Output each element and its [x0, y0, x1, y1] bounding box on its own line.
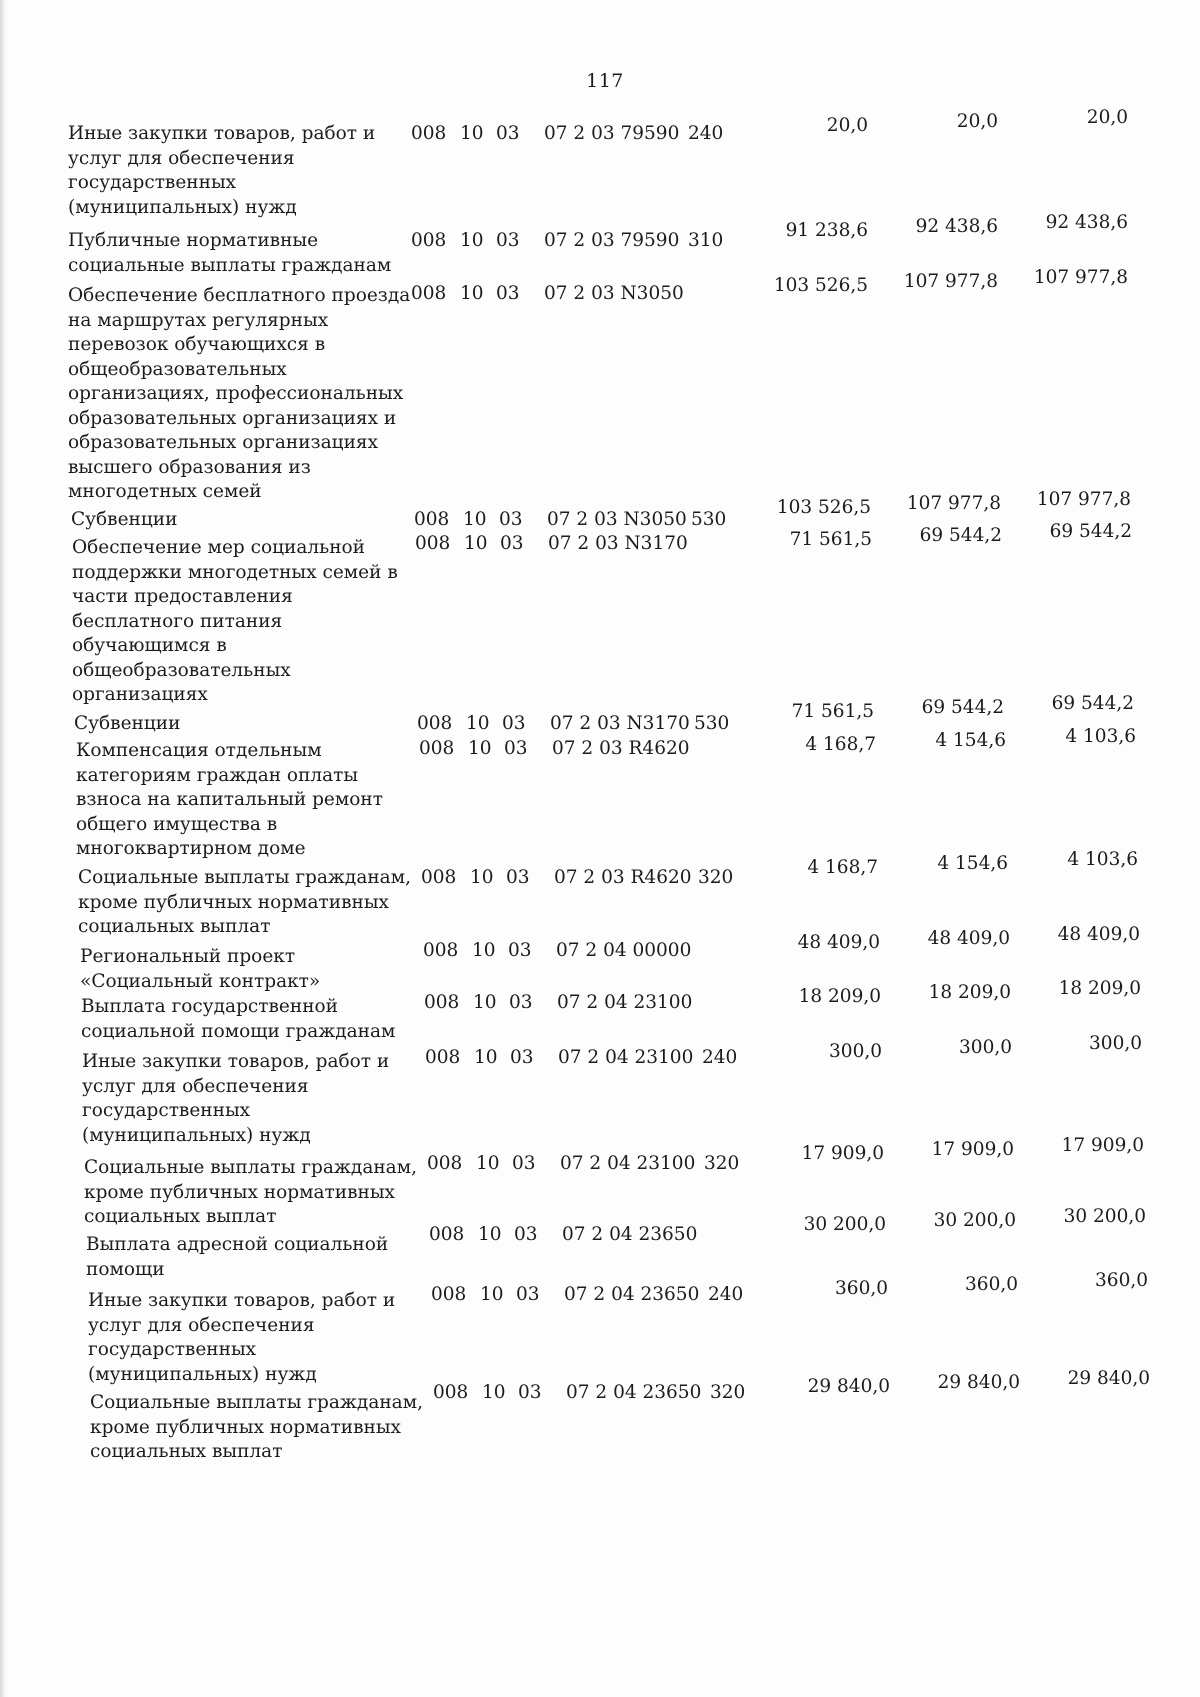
amount-year2-cell: 30 200,0: [933, 1210, 1016, 1231]
subsection-code-cell: 03: [496, 230, 520, 251]
expense-type-cell: 320: [704, 1153, 740, 1174]
expense-type-cell: 320: [710, 1382, 746, 1403]
row-description-line: Региональный проект: [80, 946, 296, 967]
expense-type-cell: 530: [694, 713, 730, 734]
row-description-line: социальной помощи гражданам: [81, 1020, 396, 1042]
amount-year1-cell: 91 238,6: [785, 220, 868, 241]
amount-year2-cell: 48 409,0: [927, 928, 1010, 949]
target-article-cell: 07 2 03 R4620: [554, 867, 692, 888]
section-code-cell: 10: [463, 509, 487, 530]
admin-code-cell: 008: [415, 533, 451, 554]
amount-year3-cell: 360,0: [1095, 1270, 1148, 1291]
section-code-cell: 10: [470, 867, 494, 888]
row-description-line: Компенсация отдельным: [76, 740, 322, 761]
subsection-code-cell: 03: [504, 738, 528, 759]
amount-year3-cell: 107 977,8: [1036, 489, 1131, 510]
expense-type-cell: 240: [688, 123, 724, 144]
admin-code-cell: 008: [433, 1382, 469, 1403]
amount-year2-cell: 107 977,8: [903, 271, 998, 292]
admin-code-cell: 008: [423, 940, 459, 961]
row-description-line: Социальные выплаты гражданам,: [90, 1392, 423, 1413]
amount-year1-cell: 103 526,5: [773, 275, 868, 296]
row-description-line: Обеспечение мер социальной: [72, 537, 366, 558]
row-description: [74, 712, 419, 737]
row-description-line: обучающимся в: [72, 635, 227, 656]
row-description-line: «Социальный контракт»: [80, 970, 321, 992]
row-description-line: высшего образования из: [68, 456, 311, 478]
expense-type-cell: 240: [702, 1047, 738, 1068]
admin-code-cell: 008: [411, 230, 447, 251]
row-description-line: Социальные выплаты гражданам,: [84, 1157, 417, 1178]
row-description-line: Субвенции: [74, 713, 181, 734]
admin-code-cell: 008: [427, 1153, 463, 1174]
target-article-cell: 07 2 03 N3170: [550, 713, 690, 734]
target-article-cell: 07 2 04 00000: [556, 940, 692, 961]
target-article-cell: 07 2 03 N3170: [548, 533, 688, 554]
row-description-line: кроме публичных нормативных: [78, 891, 389, 913]
admin-code-cell: 008: [414, 509, 450, 530]
page-number: 117: [586, 70, 624, 92]
row-description: [72, 536, 417, 708]
amount-year1-cell: 4 168,7: [805, 734, 876, 755]
target-article-cell: 07 2 04 23100: [557, 992, 693, 1013]
expense-type-cell: 530: [691, 509, 727, 530]
amount-year2-cell: 300,0: [959, 1037, 1012, 1058]
amount-year3-cell: 69 544,2: [1049, 521, 1132, 542]
section-code-cell: 10: [460, 123, 484, 144]
target-article-cell: 07 2 04 23650: [566, 1382, 702, 1403]
amount-year1-cell: 18 209,0: [798, 986, 881, 1007]
row-description-line: Публичные нормативные: [68, 230, 319, 251]
admin-code-cell: 008: [424, 992, 460, 1013]
subsection-code-cell: 03: [512, 1153, 536, 1174]
row-description-line: общеобразовательных: [68, 358, 287, 380]
row-description-line: Субвенции: [71, 509, 178, 530]
amount-year2-cell: 92 438,6: [915, 216, 998, 237]
expense-type-cell: 310: [688, 230, 724, 251]
section-code-cell: 10: [468, 738, 492, 759]
row-description-line: государственных: [88, 1339, 257, 1360]
admin-code-cell: 008: [411, 283, 447, 304]
section-code-cell: 10: [464, 533, 488, 554]
row-description-line: категориям граждан оплаты: [76, 764, 359, 786]
row-description-line: кроме публичных нормативных: [84, 1181, 395, 1203]
row-description-line: взноса на капитальный ремонт: [76, 789, 383, 810]
scan-edge: [0, 0, 6, 1697]
row-description-line: образовательных организациях и: [68, 407, 397, 429]
row-description-line: социальных выплат: [90, 1441, 283, 1462]
section-code-cell: 10: [472, 940, 496, 961]
amount-year2-cell: 4 154,6: [937, 853, 1008, 874]
row-description-line: многоквартирном доме: [76, 838, 306, 859]
amount-year2-cell: 18 209,0: [928, 982, 1011, 1003]
row-description-line: поддержки многодетных семей в: [72, 561, 398, 583]
amount-year2-cell: 107 977,8: [906, 493, 1001, 514]
admin-code-cell: 008: [425, 1047, 461, 1068]
amount-year2-cell: 29 840,0: [937, 1372, 1020, 1393]
row-description-line: организациях, профессиональных: [68, 383, 404, 404]
row-description: [76, 739, 421, 862]
row-description-line: социальных выплат: [84, 1206, 277, 1227]
row-description-line: образовательных организациях: [68, 432, 379, 453]
amount-year3-cell: 4 103,6: [1067, 849, 1138, 870]
subsection-code-cell: 03: [496, 283, 520, 304]
admin-code-cell: 008: [421, 867, 457, 888]
target-article-cell: 07 2 04 23100: [558, 1047, 694, 1068]
row-description: [80, 945, 425, 994]
admin-code-cell: 008: [429, 1224, 465, 1245]
section-code-cell: 10: [474, 1047, 498, 1068]
amount-year3-cell: 20,0: [1086, 107, 1128, 128]
amount-year1-cell: 20,0: [826, 115, 868, 136]
amount-year3-cell: 30 200,0: [1063, 1206, 1146, 1227]
row-description: [71, 508, 416, 533]
row-description: [78, 866, 423, 940]
row-description-line: социальные выплаты гражданам: [68, 254, 392, 276]
expense-type-cell: 320: [698, 867, 734, 888]
expense-type-cell: 240: [708, 1284, 744, 1305]
subsection-code-cell: 03: [516, 1284, 540, 1305]
amount-year2-cell: 17 909,0: [931, 1139, 1014, 1160]
amount-year3-cell: 300,0: [1089, 1033, 1142, 1054]
admin-code-cell: 008: [417, 713, 453, 734]
section-code-cell: 10: [476, 1153, 500, 1174]
target-article-cell: 07 2 03 N3050: [547, 509, 687, 530]
row-description-line: услуг для обеспечения: [82, 1075, 309, 1097]
subsection-code-cell: 03: [496, 123, 520, 144]
row-description: [68, 284, 413, 505]
row-description-line: Обеспечение бесплатного проезда: [68, 285, 411, 306]
row-description-line: части предоставления: [72, 586, 293, 607]
subsection-code-cell: 03: [518, 1382, 542, 1403]
section-code-cell: 10: [482, 1382, 506, 1403]
section-code-cell: 10: [478, 1224, 502, 1245]
target-article-cell: 07 2 03 79590: [544, 123, 680, 144]
subsection-code-cell: 03: [499, 509, 523, 530]
amount-year3-cell: 69 544,2: [1051, 693, 1134, 714]
amount-year1-cell: 71 561,5: [791, 701, 874, 722]
row-description-line: на маршрутах регулярных: [68, 309, 329, 331]
amount-year1-cell: 48 409,0: [797, 932, 880, 953]
row-description-line: (муниципальных) нужд: [68, 196, 297, 218]
amount-year2-cell: 4 154,6: [935, 730, 1006, 751]
amount-year1-cell: 360,0: [835, 1278, 888, 1299]
row-description-line: перевозок обучающихся в: [68, 334, 326, 355]
target-article-cell: 07 2 04 23100: [560, 1153, 696, 1174]
row-description-line: Иные закупки товаров, работ и: [88, 1290, 396, 1311]
section-code-cell: 10: [460, 283, 484, 304]
amount-year3-cell: 4 103,6: [1065, 726, 1136, 747]
row-description-line: общеобразовательных: [72, 659, 291, 681]
row-description: [68, 122, 413, 220]
row-description-line: Выплата адресной социальной: [86, 1234, 389, 1255]
subsection-code-cell: 03: [510, 1047, 534, 1068]
row-description-line: услуг для обеспечения: [68, 147, 295, 169]
row-description: [81, 995, 426, 1044]
row-description-line: Иные закупки товаров, работ и: [68, 123, 376, 144]
amount-year2-cell: 360,0: [965, 1274, 1018, 1295]
section-code-cell: 10: [473, 992, 497, 1013]
row-description: [88, 1289, 433, 1387]
subsection-code-cell: 03: [508, 940, 532, 961]
section-code-cell: 10: [480, 1284, 504, 1305]
row-description-line: кроме публичных нормативных: [90, 1416, 401, 1438]
amount-year1-cell: 103 526,5: [776, 497, 871, 518]
amount-year1-cell: 17 909,0: [801, 1143, 884, 1164]
row-description-line: услуг для обеспечения: [88, 1314, 315, 1336]
target-article-cell: 07 2 03 79590: [544, 230, 680, 251]
section-code-cell: 10: [460, 230, 484, 251]
row-description-line: (муниципальных) нужд: [88, 1363, 317, 1385]
amount-year3-cell: 18 209,0: [1058, 978, 1141, 999]
target-article-cell: 07 2 03 N3050: [544, 283, 684, 304]
row-description-line: государственных: [68, 172, 237, 193]
amount-year3-cell: 29 840,0: [1067, 1368, 1150, 1389]
amount-year1-cell: 300,0: [829, 1041, 882, 1062]
amount-year1-cell: 29 840,0: [807, 1376, 890, 1397]
row-description-line: помощи: [86, 1258, 165, 1280]
amount-year1-cell: 30 200,0: [803, 1214, 886, 1235]
row-description-line: бесплатного питания: [72, 610, 283, 632]
subsection-code-cell: 03: [502, 713, 526, 734]
row-description: [82, 1050, 427, 1148]
amount-year3-cell: 48 409,0: [1057, 924, 1140, 945]
admin-code-cell: 008: [419, 738, 455, 759]
row-description-line: Иные закупки товаров, работ и: [82, 1051, 390, 1072]
amount-year3-cell: 17 909,0: [1061, 1135, 1144, 1156]
amount-year3-cell: 107 977,8: [1033, 267, 1128, 288]
row-description: [86, 1233, 431, 1282]
row-description-line: социальных выплат: [78, 916, 271, 937]
admin-code-cell: 008: [411, 123, 447, 144]
amount-year1-cell: 4 168,7: [807, 857, 878, 878]
amount-year1-cell: 71 561,5: [789, 529, 872, 550]
admin-code-cell: 008: [431, 1284, 467, 1305]
row-description-line: Выплата государственной: [81, 996, 339, 1017]
amount-year3-cell: 92 438,6: [1045, 212, 1128, 233]
target-article-cell: 07 2 04 23650: [562, 1224, 698, 1245]
row-description-line: многодетных семей: [68, 481, 262, 502]
section-code-cell: 10: [466, 713, 490, 734]
amount-year2-cell: 20,0: [956, 111, 998, 132]
amount-year2-cell: 69 544,2: [921, 697, 1004, 718]
subsection-code-cell: 03: [514, 1224, 538, 1245]
row-description: [84, 1156, 429, 1230]
row-description: [90, 1391, 435, 1465]
subsection-code-cell: 03: [500, 533, 524, 554]
row-description-line: организациях: [72, 684, 208, 705]
target-article-cell: 07 2 04 23650: [564, 1284, 700, 1305]
subsection-code-cell: 03: [506, 867, 530, 888]
subsection-code-cell: 03: [509, 992, 533, 1013]
row-description-line: государственных: [82, 1100, 251, 1121]
row-description-line: общего имущества в: [76, 813, 278, 835]
target-article-cell: 07 2 03 R4620: [552, 738, 690, 759]
row-description: [68, 229, 413, 278]
amount-year2-cell: 69 544,2: [919, 525, 1002, 546]
row-description-line: Социальные выплаты гражданам,: [78, 867, 411, 888]
row-description-line: (муниципальных) нужд: [82, 1124, 311, 1146]
